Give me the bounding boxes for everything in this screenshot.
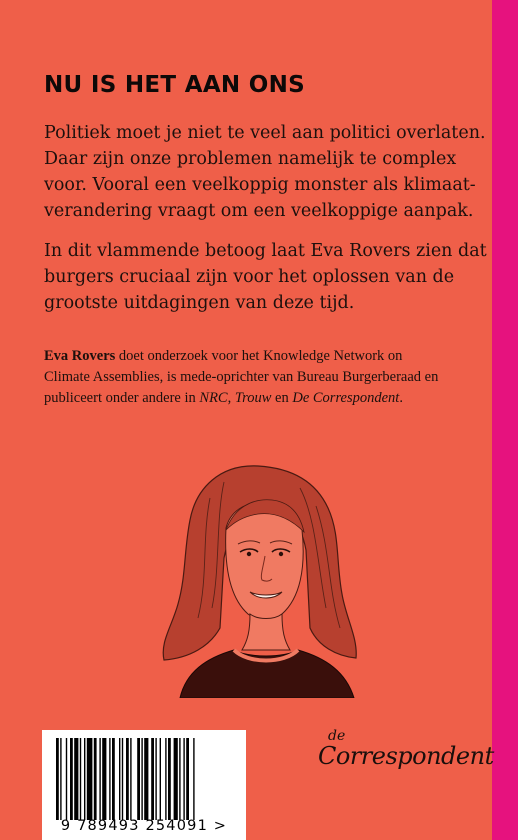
barcode-bar — [74, 738, 78, 820]
isbn-barcode — [42, 730, 246, 840]
blurb-line: grootste uitdagingen van deze tijd. — [44, 293, 355, 313]
barcode-bar — [165, 738, 166, 820]
barcode-bar — [168, 738, 171, 820]
bio-line: Eva Rovers doet onderzoek voor het Knowledge Network on — [44, 348, 403, 364]
barcode-bar — [174, 738, 178, 820]
book-spine-edge — [492, 0, 518, 840]
bio-line: publiceert onder andere in NRC, Trouw en De Correspondent. — [44, 390, 403, 406]
blurb-line: Daar zijn onze problemen namelijk te complex — [44, 149, 457, 169]
barcode-bar — [141, 738, 142, 820]
barcode-bar — [130, 738, 131, 820]
blurb-line: verandering vraagt om een veelkoppige aanpak. — [44, 201, 474, 221]
barcode-bar — [179, 738, 180, 820]
barcode-bar — [94, 738, 97, 820]
barcode-bar — [119, 738, 120, 820]
barcode-bars — [42, 738, 246, 822]
blurb-line: burgers cruciaal zijn voor het oplossen van de — [44, 267, 455, 287]
barcode-bar — [183, 738, 184, 820]
publisher-logo-name: Correspondent — [318, 742, 494, 770]
barcode-bar — [126, 738, 129, 820]
barcode-bar — [144, 738, 148, 820]
isbn-number: 9 789493 254091 > — [60, 818, 228, 834]
barcode-bar — [151, 738, 154, 820]
publication-trouw: Trouw — [234, 390, 272, 406]
author-name: Eva Rovers — [44, 348, 116, 364]
barcode-bar — [193, 738, 194, 820]
book-title: NU IS HET AAN ONS — [44, 72, 306, 98]
blurb-line: voor. Vooral een veelkoppig monster als klimaat- — [44, 175, 476, 195]
blurb-line: In dit vlammende betoog laat Eva Rovers zien dat — [44, 241, 487, 261]
barcode-bar — [56, 738, 59, 820]
publication-de-correspondent: De Correspondent — [292, 390, 400, 406]
publication-nrc: NRC — [199, 390, 228, 406]
barcode-bar — [112, 738, 115, 820]
barcode-bar — [155, 738, 156, 820]
barcode-bar — [70, 738, 73, 820]
publisher-logo — [318, 728, 494, 788]
barcode-bar — [60, 738, 61, 820]
barcode-bar — [160, 738, 161, 820]
barcode-bar — [186, 738, 189, 820]
author-bio — [44, 346, 474, 409]
blurb-paragraph-2 — [44, 238, 487, 316]
barcode-bar — [99, 738, 100, 820]
barcode-bar — [122, 738, 123, 820]
barcode-bar — [80, 738, 81, 820]
author-portrait-illustration — [150, 458, 370, 698]
bio-line: Climate Assemblies, is mede-oprichter van Bureau Burgerberaad en — [44, 369, 439, 385]
barcode-bar — [137, 738, 140, 820]
barcode-bar — [102, 738, 106, 820]
barcode-bar — [84, 738, 85, 820]
barcode-bar — [109, 738, 110, 820]
blurb-line: Politiek moet je niet te veel aan politici overlaten. — [44, 123, 486, 143]
barcode-bar — [66, 738, 67, 820]
blurb-paragraph-1 — [44, 120, 486, 224]
publisher-logo-prefix: de — [328, 728, 346, 744]
barcode-bar — [87, 738, 93, 820]
